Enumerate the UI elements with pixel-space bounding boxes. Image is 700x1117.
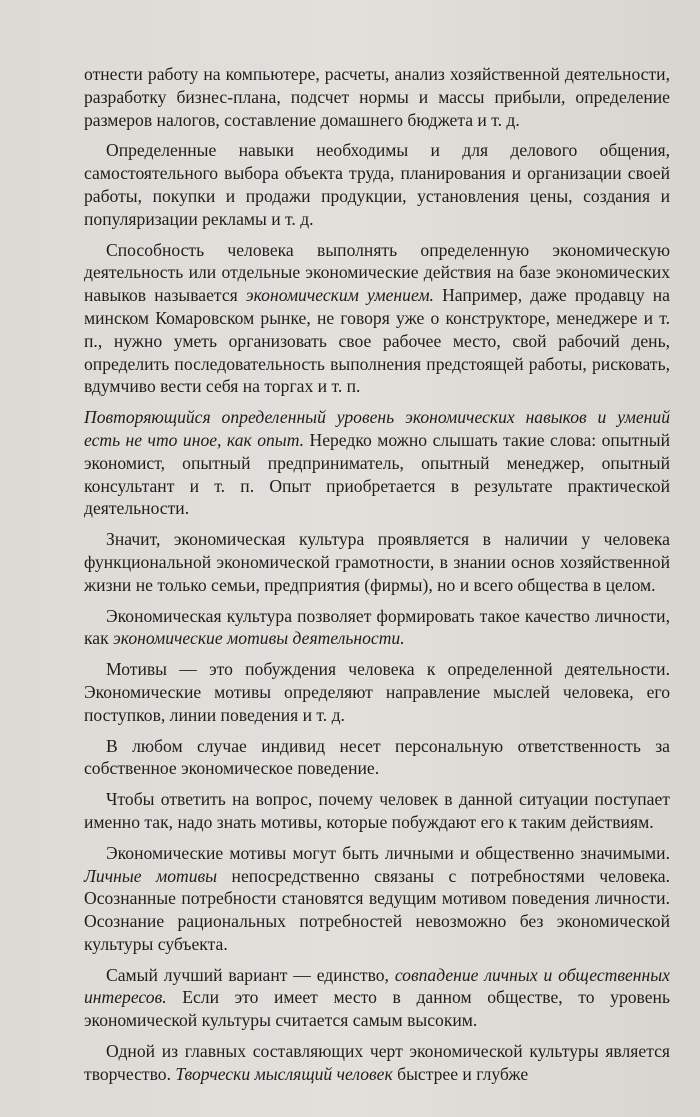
paragraph [84, 63, 670, 131]
text-segment: Экономические мотивы могут быть личными и общественно значимыми. [106, 842, 670, 863]
paragraph [84, 842, 670, 956]
paragraph [84, 605, 670, 651]
paragraph [84, 735, 670, 781]
text-segment: В любом случае индивид несет персональную ответственность за собственное экономическое поведение. [84, 735, 670, 779]
text-segment: отнести работу на компьютере, расчеты, анализ хозяйственной деятельности, разработку бизнес-плана, подсчет нормы и массы прибыли, определение размеров налогов, составление домашнего бюджета и т. д. [84, 64, 670, 130]
text-segment: Экономическая культура позволяет формировать такое качество личности, как [84, 605, 670, 649]
page-body-text [84, 63, 670, 1086]
paragraph [84, 964, 670, 1032]
text-segment: Чтобы ответить на вопрос, почему человек в данной ситуации поступает именно так, надо знать мотивы, которые побуждают его к таким действиям. [84, 789, 670, 832]
paragraph [84, 139, 670, 230]
text-segment: Одной из главных составляющих черт экономической культуры является творчество. [84, 1041, 670, 1084]
text-segment: непосредственно связаны с потребностями человека. Осознанные потребности становятся ведущим мотивом поведения личности. Осознание рациональных потребностей невозможно без экономической культуры субъекта. [84, 865, 670, 954]
italic-term: Повторяющийся определенный уровень экономических навыков и умений есть не что иное, как опыт. [84, 407, 670, 450]
text-segment: быстрее и глубже [392, 1063, 529, 1084]
text-segment: Нередко можно слышать такие слова: опытный экономист, опытный предприниматель, опытный менеджер, опытный консультант и т. п. Опыт приобретается в результате практической деятельности. [84, 429, 670, 519]
italic-term: Творчески мыслящий человек [175, 1063, 393, 1084]
paragraph [84, 658, 670, 726]
italic-term: экономические мотивы деятельности. [113, 628, 405, 649]
text-segment: Способность человека выполнять определенную экономическую деятельность или отдельные экономические действия на базе экономических навыков называется [84, 239, 670, 306]
text-segment: Значит, экономическая культура проявляется в наличии у человека функциональной экономической грамотности, в знании основ хозяйственной жизни не только семьи, предприятия (фирмы), но и всего общества в целом. [84, 529, 670, 595]
paragraph [84, 528, 670, 596]
paragraph [84, 239, 670, 399]
text-segment: Например, даже продавцу на минском Комаровском рынке, не говоря уже о конструкторе, менеджере и т. п., нужно уметь организовать свое рабочее место, свой рабочий день, определить последовательность выполнения предстоящей работы, рисковать, вдумчиво вести себя на торгах и т. п. [84, 285, 670, 397]
paragraph [84, 788, 670, 834]
text-segment: Определенные навыки необходимы и для делового общения, самостоятельного выбора объекта труда, планирования и организации своей работы, покупки и продажи продукции, установления цены, создания и популяризации рекламы и т. д. [84, 140, 670, 229]
text-segment: Мотивы — это побуждения человека к определенной деятельности. Экономические мотивы определяют направление мыслей человека, его поступков, линии поведения и т. д. [84, 659, 670, 725]
text-segment: Если это имеет место в данном обществе, то уровень экономической культуры считается самым высоким. [84, 987, 670, 1031]
italic-term: совпадение личных и общественных интересов. [84, 964, 670, 1008]
paragraph [84, 1040, 670, 1086]
italic-term: экономическим умением. [245, 285, 434, 306]
paragraph [84, 406, 670, 520]
italic-term: Личные мотивы [84, 865, 218, 886]
text-segment: Самый лучший вариант — единство, [106, 964, 395, 985]
